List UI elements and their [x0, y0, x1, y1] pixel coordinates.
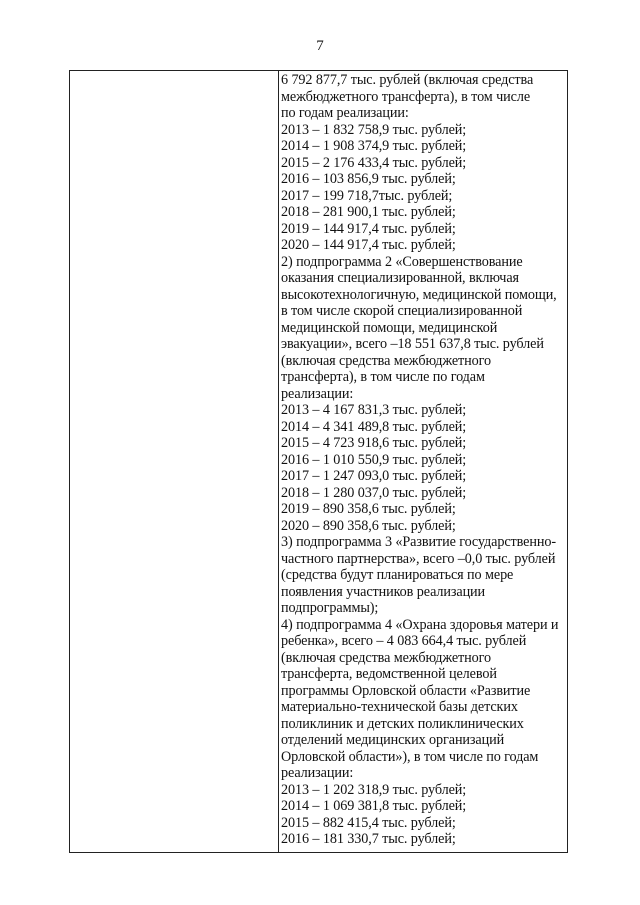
- text-line: реализации:: [281, 765, 354, 781]
- text-line: 2014 – 1 908 374,9 тыс. рублей;: [281, 138, 467, 154]
- text-line: 2016 – 181 330,7 тыс. рублей;: [281, 831, 456, 847]
- text-line: подпрограммы);: [281, 600, 379, 616]
- column-divider: [278, 71, 279, 852]
- text-line: 2013 – 4 167 831,3 тыс. рублей;: [281, 402, 467, 418]
- document-table: [69, 70, 568, 853]
- text-line: 2015 – 4 723 918,6 тыс. рублей;: [281, 435, 467, 451]
- text-line: материально-технической базы детских: [281, 699, 518, 715]
- text-line: 2019 – 144 917,4 тыс. рублей;: [281, 220, 456, 237]
- text-line: трансферта, ведомственной целевой: [281, 666, 497, 682]
- text-line: медицинской помощи, медицинской: [281, 319, 498, 336]
- text-line: 2017 – 1 247 093,0 тыс. рублей;: [281, 468, 467, 484]
- text-line: 2015 – 882 415,4 тыс. рублей;: [281, 814, 456, 831]
- text-line: программы Орловской области «Развитие: [281, 682, 531, 699]
- text-line: высокотехнологичную, медицинской помощи,: [281, 286, 557, 303]
- left-table-cell: [70, 71, 278, 852]
- text-line: 2016 – 1 010 550,9 тыс. рублей;: [281, 451, 467, 468]
- text-line: 2018 – 1 280 037,0 тыс. рублей;: [281, 484, 467, 501]
- text-line: 2015 – 2 176 433,4 тыс. рублей;: [281, 154, 467, 171]
- text-line: 2017 – 199 718,7тыс. рублей;: [281, 187, 453, 204]
- text-line: 2013 – 1 832 758,9 тыс. рублей;: [281, 121, 467, 138]
- text-line: 2020 – 144 917,4 тыс. рублей;: [281, 237, 456, 253]
- text-line: оказания специализированной, включая: [281, 270, 519, 286]
- text-line: 4) подпрограмма 4 «Охрана здоровья матери и: [281, 616, 559, 633]
- text-line: 2016 – 103 856,9 тыс. рублей;: [281, 171, 456, 187]
- text-line: 2014 – 1 069 381,8 тыс. рублей;: [281, 798, 467, 814]
- text-line: ребенка», всего – 4 083 664,4 тыс. рублей: [281, 633, 527, 649]
- text-line: 2018 – 281 900,1 тыс. рублей;: [281, 204, 456, 220]
- page-number: 7: [316, 38, 324, 54]
- text-line: отделений медицинских организаций: [281, 732, 505, 748]
- text-line: по годам реализации:: [281, 105, 409, 121]
- text-line: 6 792 877,7 тыс. рублей (включая средства: [281, 72, 534, 88]
- text-line: 2) подпрограмма 2 «Совершенствование: [281, 253, 523, 270]
- text-line: 3) подпрограмма 3 «Развитие государственно-: [281, 534, 556, 550]
- text-line: поликлиник и детских поликлинических: [281, 715, 524, 732]
- text-line: реализации:: [281, 385, 354, 402]
- text-line: (средства будут планироваться по мере: [281, 567, 514, 583]
- text-line: 2019 – 890 358,6 тыс. рублей;: [281, 501, 456, 517]
- text-line: частного партнерства», всего –0,0 тыс. рублей: [281, 550, 556, 567]
- text-line: 2013 – 1 202 318,9 тыс. рублей;: [281, 781, 467, 798]
- text-line: Орловской области»), в том числе по годам: [281, 748, 539, 765]
- text-line: эвакуации», всего –18 551 637,8 тыс. рублей: [281, 336, 544, 352]
- text-line: трансферта), в том числе по годам: [281, 369, 485, 385]
- text-line: межбюджетного трансферта), в том числе: [281, 88, 531, 105]
- text-line: 2014 – 4 341 489,8 тыс. рублей;: [281, 418, 467, 435]
- text-line: 2020 – 890 358,6 тыс. рублей;: [281, 517, 456, 534]
- right-table-cell: [281, 72, 567, 848]
- text-line: появления участников реализации: [281, 583, 486, 600]
- text-line: (включая средства межбюджетного: [281, 649, 491, 666]
- text-line: в том числе скорой специализированной: [281, 303, 523, 319]
- text-line: (включая средства межбюджетного: [281, 352, 491, 369]
